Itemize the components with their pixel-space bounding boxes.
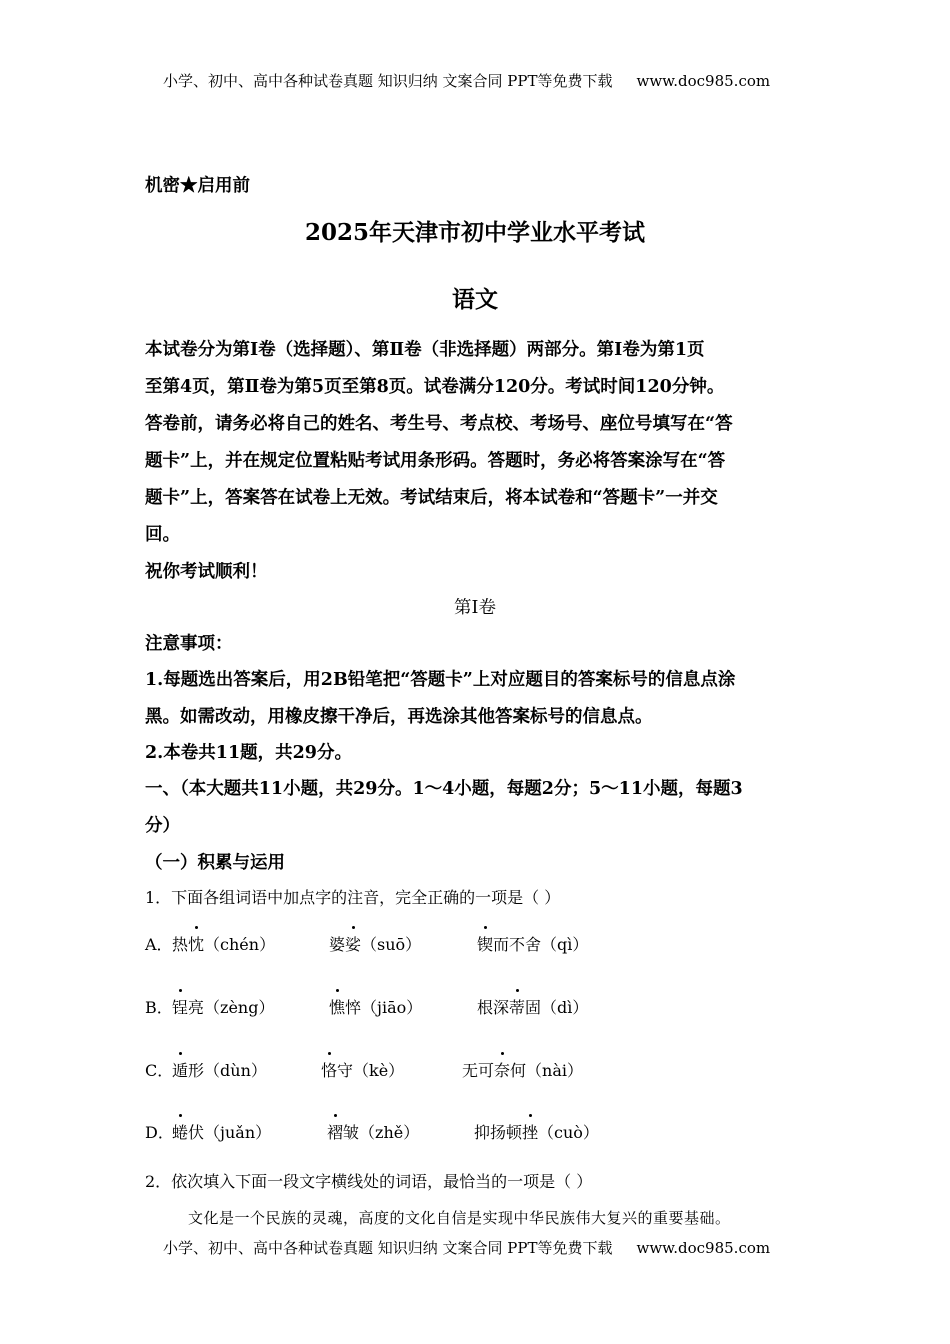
dotted-char: 锃 <box>172 995 188 1018</box>
dotted-char: 褶 <box>327 1120 343 1143</box>
header-site: www.doc985.com <box>636 72 771 90</box>
footer-text: 小学、初中、高中各种试卷真题 知识归纳 文案合同 PPT等免费下载 <box>163 1239 613 1257</box>
subsection-title: （一）积累与运用 <box>145 853 285 873</box>
option-word: 锃亮（zèng） <box>172 995 274 1018</box>
dotted-char: 遁 <box>172 1058 188 1081</box>
option-word: 热忱（chén） <box>172 932 275 955</box>
volume-title: 第Ⅰ卷 <box>454 598 496 618</box>
intro-line: 本试卷分为第Ⅰ卷（选择题）、第Ⅱ卷（非选择题）两部分。第Ⅰ卷为第1页 <box>145 340 705 360</box>
note-line: 1.每题选出答案后，用2B铅笔把“答题卡”上对应题目的答案标号的信息点涂 <box>145 670 736 690</box>
option-word: 憔悴（jiāo） <box>329 995 422 1018</box>
dotted-char: 恪 <box>321 1058 337 1081</box>
section-one-line: 一、（本大题共11小题，共29分。1～4小题，每题2分；5～11小题，每题3 <box>145 779 743 799</box>
note-line: 黑。如需改动，用橡皮擦干净后，再选涂其他答案标号的信息点。 <box>145 707 653 727</box>
intro-line: 题卡”上，答案答在试卷上无效。考试结束后，将本试卷和“答题卡”一并交 <box>145 488 718 508</box>
dotted-char: 蜷 <box>172 1120 188 1143</box>
exam-subject: 语文 <box>452 286 498 313</box>
option-word: 褶皱（zhě） <box>327 1120 419 1143</box>
q1-stem: 1．下面各组词语中加点字的注音，完全正确的一项是（ ） <box>145 888 561 907</box>
q2-passage: 文化是一个民族的灵魂，高度的文化自信是实现中华民族伟大复兴的重要基础。 <box>188 1209 731 1227</box>
section-one-line: 分） <box>145 816 180 836</box>
intro-line: 题卡”上，并在规定位置粘贴考试用条形码。答题时，务必将答案涂写在“答 <box>145 451 726 471</box>
note-line: 2.本卷共11题，共29分。 <box>145 743 352 763</box>
header-text: 小学、初中、高中各种试卷真题 知识归纳 文案合同 PPT等免费下载 <box>163 72 613 90</box>
dotted-char: 忱 <box>188 932 204 955</box>
dotted-char: 奈 <box>494 1058 510 1081</box>
option-label: A． <box>145 935 173 954</box>
option-word: 抑扬顿挫（cuò） <box>474 1120 599 1143</box>
dotted-char: 蒂 <box>509 995 525 1018</box>
secret-label: 机密★启用前 <box>145 176 250 196</box>
page-footer <box>163 1237 770 1258</box>
option-word: 婆娑（suō） <box>329 932 421 955</box>
option-label: B． <box>145 998 173 1017</box>
option-word: 恪守（kè） <box>321 1058 404 1081</box>
page-header <box>163 70 770 91</box>
dotted-char: 挫 <box>522 1120 538 1143</box>
intro-line: 祝你考试顺利！ <box>145 562 268 582</box>
option-word: 无可奈何（nài） <box>462 1058 583 1081</box>
q2-stem: 2．依次填入下面一段文字横线处的词语，最恰当的一项是（ ） <box>145 1172 593 1191</box>
dotted-char: 锲 <box>477 932 493 955</box>
dotted-char: 娑 <box>345 932 361 955</box>
intro-line: 回。 <box>145 525 180 545</box>
notes-title: 注意事项： <box>145 634 233 654</box>
option-word: 遁形（dùn） <box>172 1058 267 1081</box>
dotted-char: 憔 <box>329 995 345 1018</box>
exam-title: 2025年天津市初中学业水平考试 <box>304 219 645 246</box>
option-label: C． <box>145 1061 174 1080</box>
option-label: D． <box>145 1123 174 1142</box>
footer-site: www.doc985.com <box>636 1239 771 1257</box>
option-word: 蜷伏（juǎn） <box>172 1120 271 1143</box>
option-word: 锲而不舍（qì） <box>477 932 588 955</box>
intro-line: 答卷前，请务必将自己的姓名、考生号、考点校、考场号、座位号填写在“答 <box>145 414 733 434</box>
intro-line: 至第4页，第Ⅱ卷为第5页至第8页。试卷满分120分。考试时间120分钟。 <box>145 377 725 397</box>
option-word: 根深蒂固（dì） <box>477 995 588 1018</box>
